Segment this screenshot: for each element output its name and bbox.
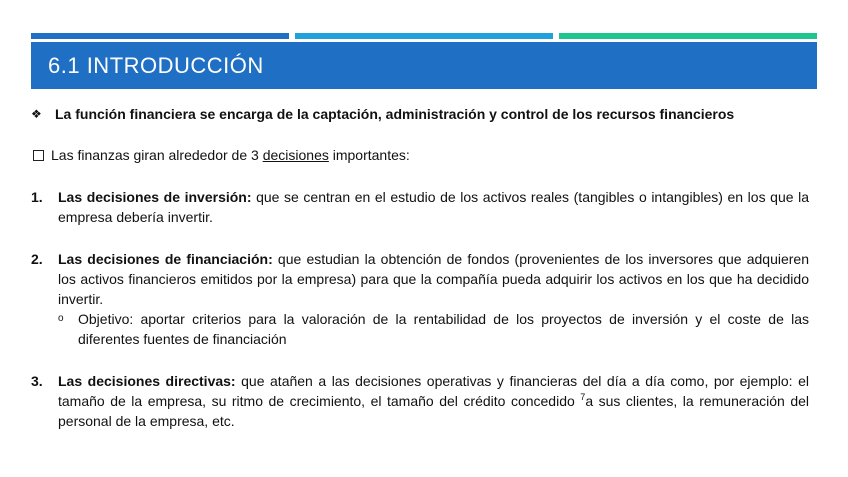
slide-title: 6.1 INTRODUCCIÓN bbox=[48, 52, 264, 78]
slide-content bbox=[31, 104, 809, 431]
footnote-marker: 7 bbox=[580, 392, 586, 402]
list-item-inversion bbox=[31, 187, 809, 227]
decisions-after: importantes: bbox=[328, 147, 410, 163]
accent-bar-green bbox=[559, 33, 817, 39]
accent-bar-blue bbox=[31, 33, 289, 39]
item-text-a: que atañen a las decisiones operativas y financieras del día a día como, por ejemplo: el tamaño de la empresa, su ritmo de crecimiento, el tamaño del crédito concedido bbox=[58, 373, 809, 409]
decisions-line bbox=[31, 145, 809, 165]
item-heading: Las decisiones directivas: bbox=[58, 373, 236, 389]
decisions-text bbox=[51, 145, 410, 165]
list-item-financiacion bbox=[31, 249, 809, 349]
intro-text: La función financiera se encarga de la captación, administración y control de los recursos financieros bbox=[55, 106, 735, 122]
item-body bbox=[58, 187, 809, 227]
circle-bullet-icon: o bbox=[58, 313, 64, 324]
sub-bullet-objetivo bbox=[58, 309, 809, 349]
item-heading: Las decisiones de inversión: bbox=[58, 189, 252, 205]
item-number: 1. bbox=[31, 189, 43, 205]
decisions-underlined: decisiones bbox=[262, 147, 329, 163]
title-band bbox=[31, 42, 817, 89]
item-body bbox=[58, 371, 809, 431]
item-number: 2. bbox=[31, 251, 43, 267]
item-number: 3. bbox=[31, 373, 43, 389]
accent-bar-lightblue bbox=[295, 33, 553, 39]
intro-paragraph bbox=[31, 104, 809, 124]
decisions-before: Las finanzas giran alrededor de 3 bbox=[51, 147, 263, 163]
diamond-bullet-icon: ❖ bbox=[31, 107, 42, 121]
checkbox-square-icon bbox=[33, 150, 44, 161]
item-text-b: a sus clientes, la remuneración del personal de la empresa, etc. bbox=[58, 393, 809, 429]
item-heading: Las decisiones de financiación: bbox=[58, 251, 273, 267]
top-accent-bars bbox=[31, 33, 817, 39]
item-text: que estudian la obtención de fondos (provenientes de los inversores que adquieren los activos financieros emitidos por la empresa) para que la compañía pueda adquirir los activos en los que ha decidido invertir. bbox=[58, 251, 809, 307]
sub-bullet-text: Objetivo: aportar criterios para la valoración de la rentabilidad de los proyectos de inversión y el coste de las diferentes fuentes de financiación bbox=[78, 311, 809, 347]
item-text: que se centran en el estudio de los activos reales (tangibles o intangibles) en los que la empresa debería invertir. bbox=[58, 189, 810, 225]
item-body bbox=[58, 249, 809, 349]
list-item-directivas bbox=[31, 371, 809, 431]
